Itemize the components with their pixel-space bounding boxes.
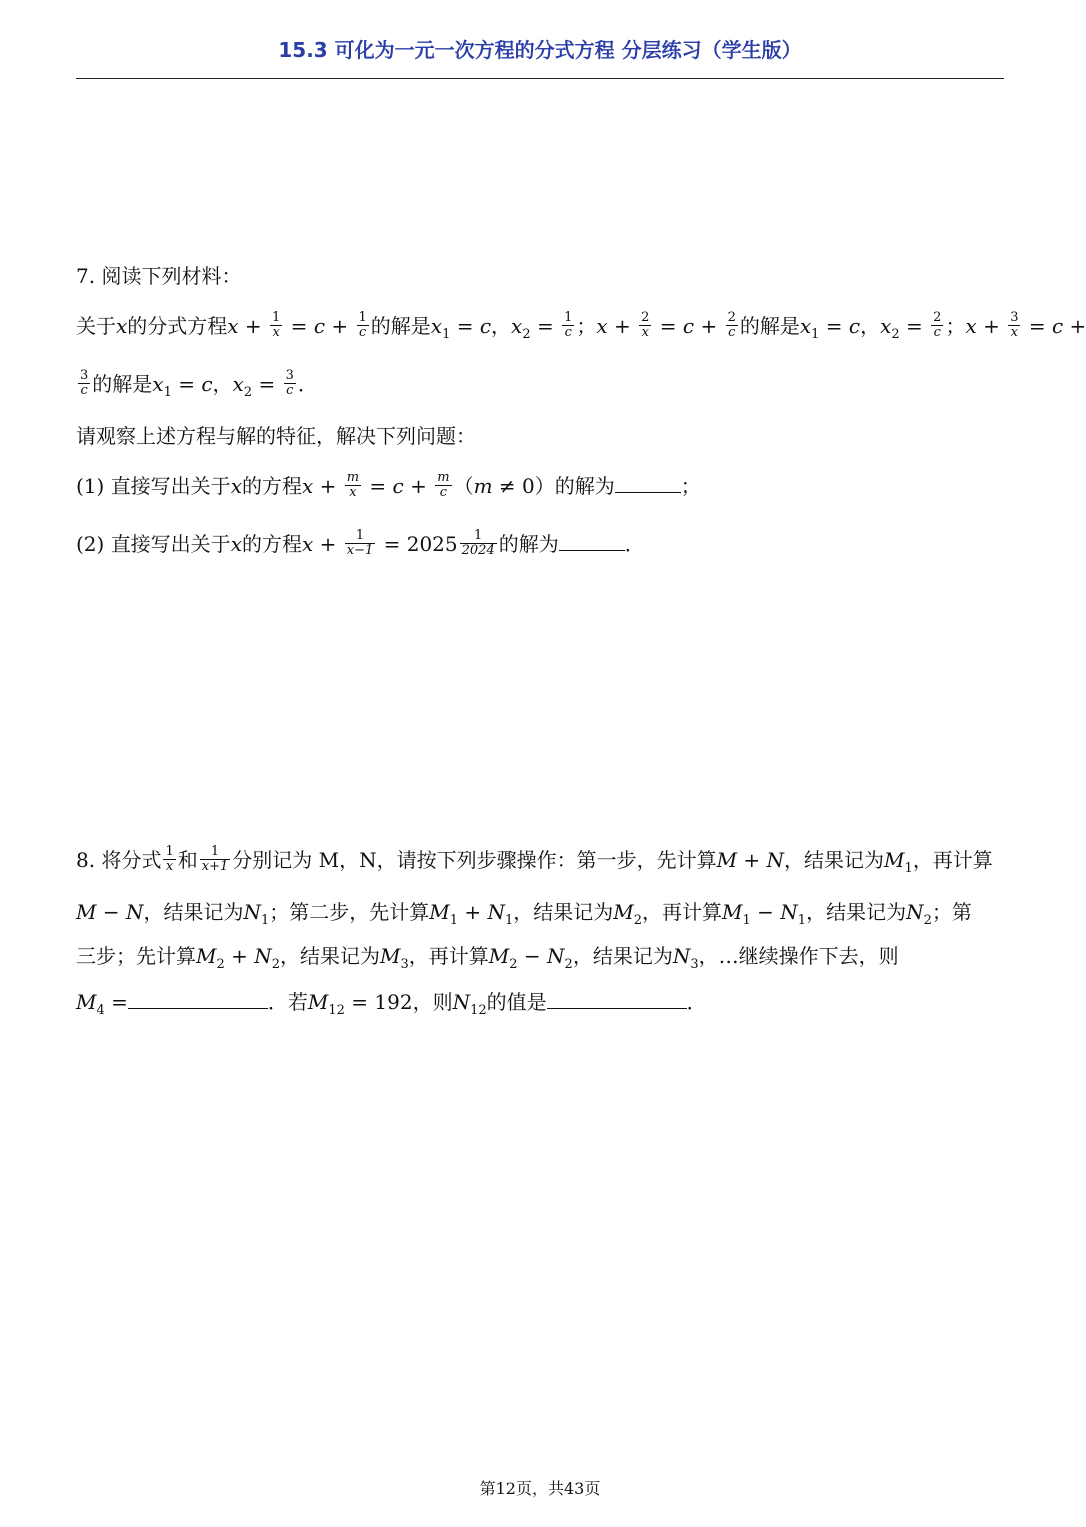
text: ，再计算 <box>912 848 993 872</box>
text: (2) 直接写出关于 <box>76 532 231 556</box>
q8-line-4: $M_4$ = ．若$M_{12} = 192$，则$N_{12}$的值是 ． <box>76 990 707 1018</box>
text: ，…继续操作下去，则 <box>698 944 899 968</box>
page-number: 第12页，共43页 <box>479 1479 601 1498</box>
text: ，结果记为 <box>143 900 244 924</box>
text: ，结果记为 <box>806 900 907 924</box>
text: ，结果记为 <box>280 944 381 968</box>
fraction: $\frac{3}{c}$ <box>80 368 89 398</box>
text: ，结果记为 <box>513 900 614 924</box>
q7-subquestion-2: (2) 直接写出关于x的方程x + $\frac{1}{x-1}$ = 2025 $\frac{1}{2024}$ 的解为 ． <box>76 528 645 558</box>
text: 2025 <box>406 532 458 556</box>
text: 的值是 <box>486 990 547 1014</box>
text: 的解为 <box>498 532 559 556</box>
answer-blank-8-1[interactable] <box>128 988 268 1009</box>
q7-material-line-1: 关于x的分式方程x + $\frac{1}{x}$ = c + $\frac{1}{c}$ 的解是$x_1 = c$，$x_2$ = $\frac{1}{c}$ ；x + $\frac{2}{x}$ = c + $\frac{2}{c}$ 的解是$x_1 = c$，$x_2$ = $\frac{2}{c}$ ；x + $\frac{3}{x}$ = c + <box>76 310 1086 342</box>
answer-blank-7-2[interactable] <box>559 530 625 551</box>
q8-line-2: M − N，结果记为$N_1$；第二步，先计算$M_1 + N_1$，结果记为$M_2$，再计算$M_1 - N_1$，结果记为$N_2$；第 <box>76 900 972 928</box>
text: ；第 <box>931 900 972 924</box>
text: ≠ 0 <box>498 474 535 498</box>
answer-blank-7-1[interactable] <box>615 472 681 493</box>
text: ，结果记为 <box>572 944 673 968</box>
fraction: $\frac{3}{x}$ <box>1010 310 1019 340</box>
text: 的方程 <box>241 532 302 556</box>
q7-material-line-2: $\frac{3}{c}$ 的解是$x_1 = c$，$x_2$ = $\frac{3}{c}$ ． <box>80 368 318 400</box>
text: 分别记为 M，N，请按下列步骤操作：第一步，先计算 <box>232 848 717 872</box>
q8-line-3: 三步；先计算$M_2 + N_2$，结果记为$M_3$，再计算$M_2 - N_2$，结果记为$N_3$，…继续操作下去，则 <box>76 944 899 972</box>
fraction: $\frac{3}{c}$ <box>285 368 294 398</box>
fraction: $\frac{2}{x}$ <box>641 310 650 340</box>
var-m: m <box>473 474 493 498</box>
fraction: $\frac{m}{x}$ <box>346 470 360 500</box>
page-title: 15.3 可化为一元一次方程的分式方程 分层练习（学生版） <box>278 38 802 62</box>
fraction: $\frac{1}{x}$ <box>165 844 174 874</box>
answer-blank-8-2[interactable] <box>547 988 687 1009</box>
text: 8. 将分式 <box>76 848 162 872</box>
text: ； <box>945 314 966 338</box>
fraction: $\frac{1}{2024}$ <box>461 528 495 558</box>
text: 的解是 <box>370 314 431 338</box>
text: ． <box>297 372 318 396</box>
q7-intro: 7. 阅读下列材料： <box>76 264 242 288</box>
text: 的方程 <box>241 474 302 498</box>
text: 的解是 <box>739 314 800 338</box>
text: 和 <box>177 848 198 872</box>
text: = 192，则 <box>351 990 453 1014</box>
fraction: $\frac{2}{c}$ <box>933 310 942 340</box>
text: ； <box>680 474 701 498</box>
text: (1) 直接写出关于 <box>76 474 231 498</box>
fraction: $\frac{1}{c}$ <box>358 310 367 340</box>
text: ；第二步，先计算 <box>269 900 430 924</box>
text: ． <box>686 990 707 1014</box>
text: 关于 <box>76 314 116 338</box>
fraction: $\frac{m}{c}$ <box>437 470 450 500</box>
fraction: $\frac{1}{x}$ <box>272 310 281 340</box>
fraction: $\frac{1}{x-1}$ <box>346 528 374 558</box>
text: ．若 <box>267 990 308 1014</box>
text: 的解是 <box>92 372 153 396</box>
fraction: $\frac{2}{c}$ <box>727 310 736 340</box>
text: ； <box>576 314 597 338</box>
text: ，结果记为 <box>784 848 885 872</box>
text: 三步；先计算 <box>76 944 196 968</box>
text: ，再计算 <box>408 944 489 968</box>
text: ，再计算 <box>642 900 723 924</box>
fraction: $\frac{1}{c}$ <box>564 310 573 340</box>
text: （ <box>453 474 474 498</box>
text: 的分式方程 <box>127 314 228 338</box>
fraction: $\frac{1}{x+1}$ <box>201 844 229 874</box>
q8-line-1: 8. 将分式 $\frac{1}{x}$ 和 $\frac{1}{x+1}$ 分别记为 M，N，请按下列步骤操作：第一步，先计算M + N，结果记为$M_1$，再计算 <box>76 844 993 876</box>
q7-instruction: 请观察上述方程与解的特征，解决下列问题： <box>76 424 476 448</box>
var-x: x <box>116 314 128 338</box>
text: ． <box>624 532 645 556</box>
q7-subquestion-1: (1) 直接写出关于x的方程x + $\frac{m}{x}$ = c + $\frac{m}{c}$ （m ≠ 0）的解为 ； <box>76 470 701 500</box>
header-divider <box>76 78 1004 79</box>
text: ）的解为 <box>534 474 615 498</box>
